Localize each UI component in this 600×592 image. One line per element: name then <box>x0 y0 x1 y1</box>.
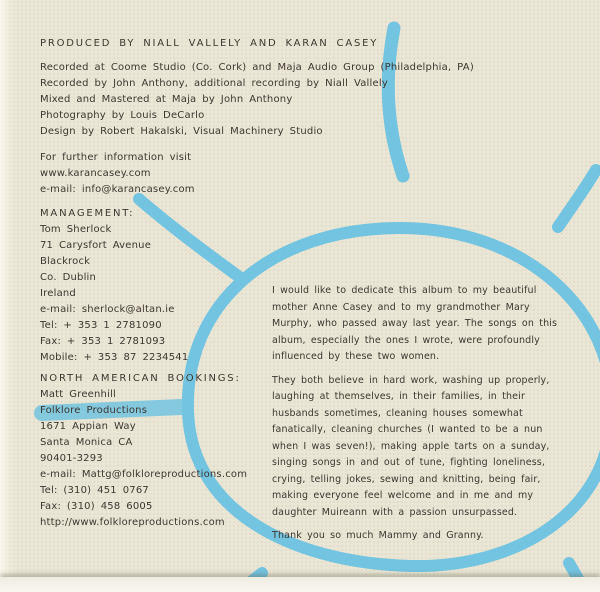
management-line: Tom Sherlock <box>40 224 112 235</box>
credit-line: Recorded at Coome Studio (Co. Cork) and Maja Audio Group (Philadelphia, PA) <box>40 62 474 73</box>
credit-line: Design by Robert Hakalski, Visual Machinery Studio <box>40 126 323 137</box>
management-tel: Tel: + 353 1 2781090 <box>40 320 162 331</box>
recording-credits <box>40 60 474 140</box>
management-line: Blackrock <box>40 256 91 267</box>
dedication-note <box>272 283 566 552</box>
management-line: 71 Carysfort Avenue <box>40 240 152 251</box>
management-heading: MANAGEMENT: <box>40 208 135 219</box>
dedication-thanks: Thank you so much Mammy and Granny. <box>272 530 484 541</box>
management-email: e-mail: sherlock@altan.ie <box>40 304 175 315</box>
management-section <box>40 206 188 366</box>
bookings-address-line: 1671 Appian Way <box>40 421 136 432</box>
management-fax: Fax: + 353 1 2781093 <box>40 336 166 347</box>
bookings-contact-name: Matt Greenhill <box>40 389 117 400</box>
bookings-heading: NORTH AMERICAN BOOKINGS: <box>40 373 241 384</box>
bookings-address-line: Santa Monica CA <box>40 437 133 448</box>
credit-line: Recorded by John Anthony, additional recording by Niall Vallely <box>40 78 388 89</box>
contact-line: For further information visit <box>40 152 192 163</box>
dedication-paragraph: They both believe in hard work, washing up properly, laughing at themselves, in their families, in their husbands sometimes, cleaning houses somewhat fanatically, cleaning churches (I wanted to be a nun when I was seven!), making apple tarts on a sunday, singing songs in and out of tune, fighting loneliness, crying, telling jokes, sewing and knitting, being fair, making everyone feel welcome and in me and my daughter Muireann with a passion unsurpassed. <box>272 374 550 518</box>
bookings-email: e-mail: Mattg@folkloreproductions.com <box>40 469 248 480</box>
credit-line: Mixed and Mastered at Maja by John Anthony <box>40 94 293 105</box>
credit-line: Photography by Louis DeCarlo <box>40 110 205 121</box>
dedication-paragraph: I would like to dedicate this album to my beautiful mother Anne Casey and to my grandmother Mary Murphy, who passed away last year. The songs on this album, especially the ones I wrote, were profoundly influenced by these two women. <box>272 285 558 362</box>
website-url: www.karancasey.com <box>40 168 151 179</box>
management-line: Ireland <box>40 288 76 299</box>
scan-edge-bottom <box>0 577 600 592</box>
bookings-section <box>40 371 247 531</box>
bookings-zip: 90401-3293 <box>40 453 103 464</box>
bookings-url: http://www.folkloreproductions.com <box>40 517 225 528</box>
bookings-tel: Tel: (310) 451 0767 <box>40 485 149 496</box>
management-mobile: Mobile: + 353 87 2234541 <box>40 352 189 363</box>
bookings-fax: Fax: (310) 458 6005 <box>40 501 153 512</box>
management-line: Co. Dublin <box>40 272 97 283</box>
contact-info <box>40 150 195 198</box>
email-address: e-mail: info@karancasey.com <box>40 184 195 195</box>
produced-credit: PRODUCED BY NIALL VALLELY AND KARAN CASEY <box>40 38 379 49</box>
bookings-company: Folklore Productions <box>40 405 148 416</box>
